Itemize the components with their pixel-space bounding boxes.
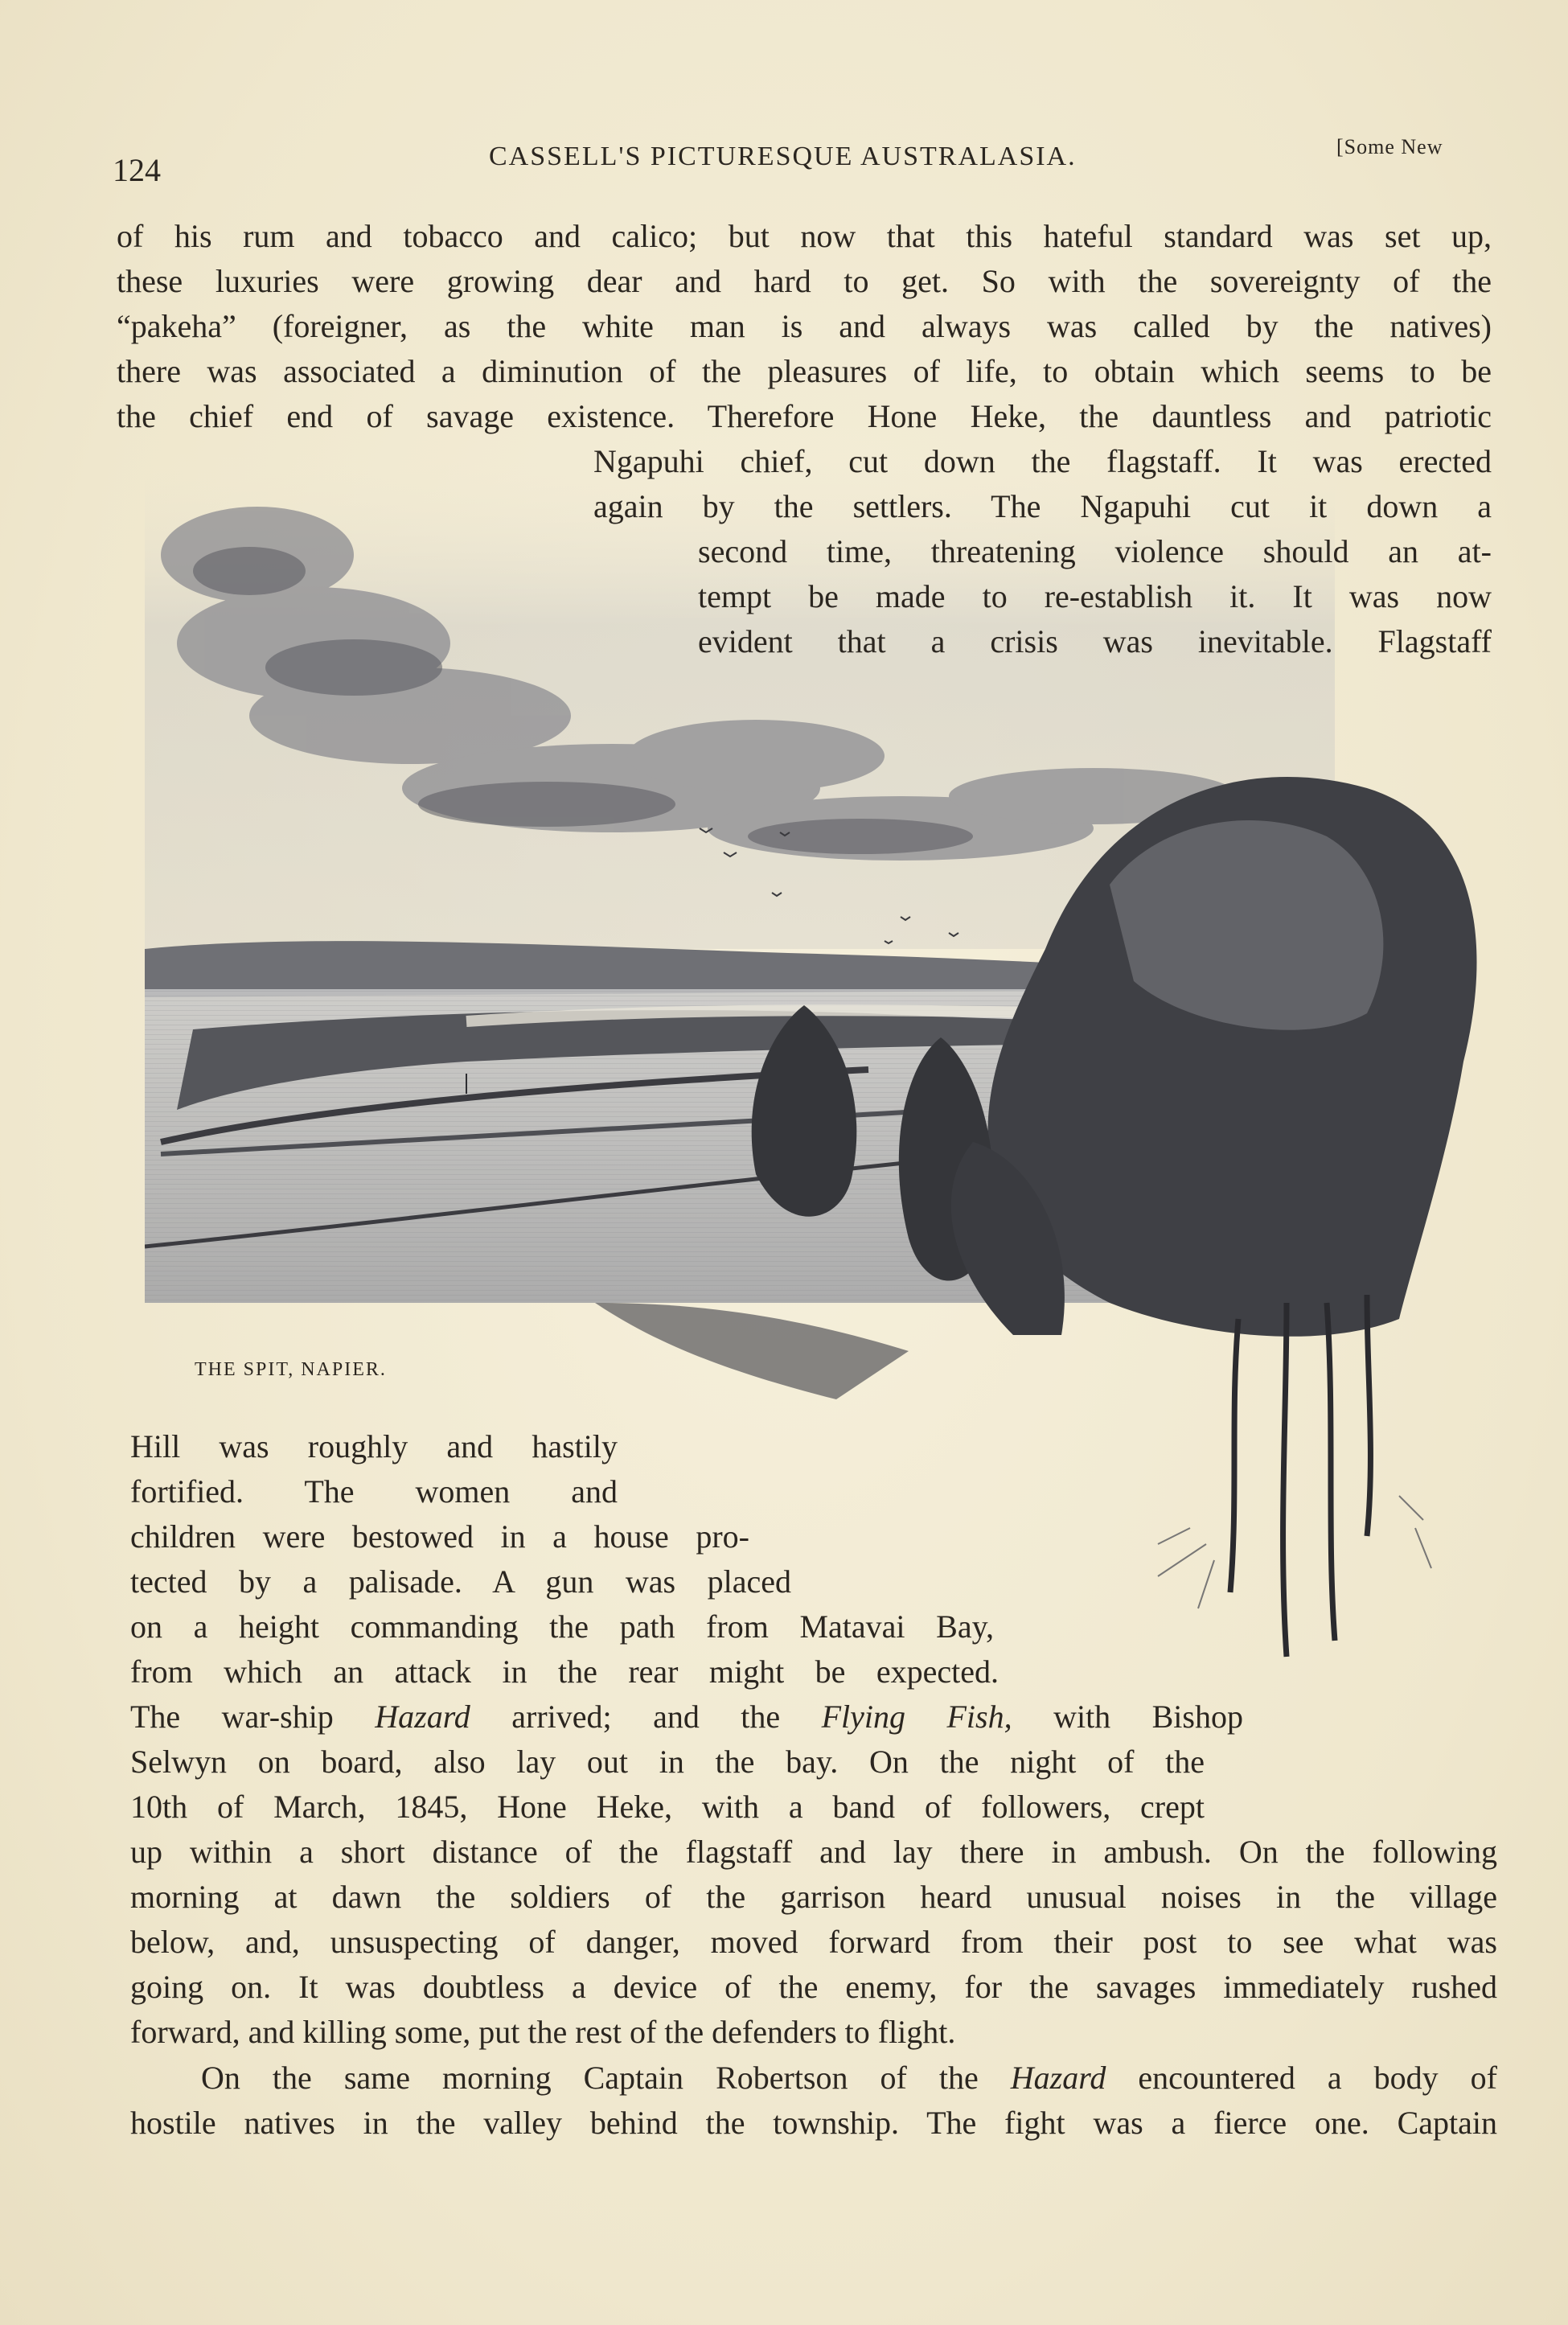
text-line: children were bestowed in a house pro- [130,1518,749,1555]
text-line: these luxuries were growing dear and hard to get. So with the sovereignty of the [117,263,1492,299]
text-line: Ngapuhi chief, cut down the flagstaff. It was erected [593,443,1492,479]
text-line: below, and, unsuspecting of danger, moved forward from their post to see what was [130,1924,1497,1960]
text-line: morning at dawn the soldiers of the garrison heard unusual noises in the village [130,1879,1497,1915]
text-line: on a height commanding the path from Matavai Bay, [130,1608,994,1645]
text-line: up within a short distance of the flagstaff and lay there in ambush. On the following [130,1834,1497,1870]
ship-name-hazard: Hazard [1010,2060,1106,2096]
text-line: again by the settlers. The Ngapuhi cut it down a [593,488,1492,524]
ship-name-flying-fish: Flying Fish, [821,1699,1012,1735]
text-line: tected by a palisade. A gun was placed [130,1563,791,1600]
text-line: 10th of March, 1845, Hone Heke, with a band of followers, crept [130,1789,1205,1825]
text-line: evident that a crisis was inevitable. Flagstaff [698,623,1492,659]
text-line: the chief end of savage existence. Therefore Hone Heke, the dauntless and patriotic [117,398,1492,434]
page-number: 124 [113,152,161,188]
illustration-caption: THE SPIT, NAPIER. [195,1359,387,1380]
text-line: tempt be made to re-establish it. It was now [698,578,1492,614]
ship-name-hazard: Hazard [375,1699,470,1735]
tree-trunks [1230,1295,1370,1657]
text-line: hostile natives in the valley behind the township. The fight was a fierce one. Captain [130,2105,1497,2141]
text-line: fortified. The women and [130,1473,618,1510]
text-line: second time, threatening violence should an at- [698,533,1492,569]
text-line-paragraph-end: forward, and killing some, put the rest of the defenders to flight. [130,2014,956,2050]
running-title: CASSELL'S PICTURESQUE AUSTRALASIA. [489,142,1077,171]
text-line: Selwyn on board, also lay out in the bay. On the night of the [130,1744,1205,1780]
text-line: “pakeha” (foreigner, as the white man is and always was called by the natives) [117,308,1492,344]
text-line: Hill was roughly and hastily [130,1428,618,1464]
text-line: from which an attack in the rear might be expected. [130,1653,999,1690]
text-line: there was associated a diminution of the pleasures of life, to obtain which seems to be [117,353,1492,389]
text-line: going on. It was doubtless a device of the enemy, for the savages immediately rushed [130,1969,1497,2005]
text-line-paragraph-start: On the same morning Captain Robertson of the Hazard encountered a body of [201,2060,1497,2096]
section-continuation: [Some New [1336,135,1443,158]
text-line-war-ship: The war-ship Hazard arrived; and the Flying Fish, with Bishop [130,1699,1243,1735]
page-header [113,135,1496,188]
text-line: of his rum and tobacco and calico; but now that this hateful standard was set up, [117,218,1492,254]
